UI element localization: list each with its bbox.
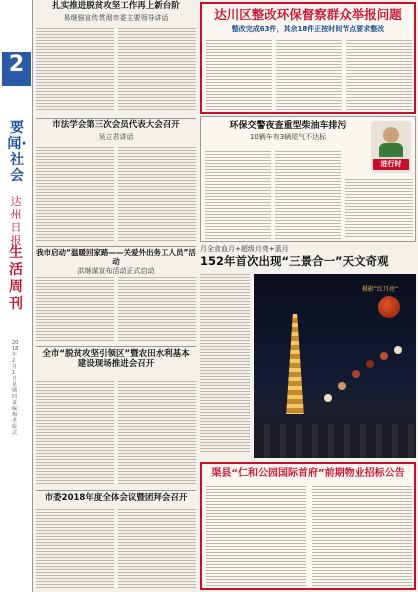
body-text: [118, 147, 196, 242]
tag-label: 进行时: [373, 159, 409, 170]
headline: 市法学会第三次会员代表大会召开: [52, 120, 180, 130]
body-text: [346, 40, 412, 112]
logo-text: 达州日报: [10, 195, 22, 247]
headline: 达川区整改环保督察群众举报问题: [214, 7, 402, 22]
article-5: [36, 490, 196, 590]
photo-caption: 摄影”红月亮“: [361, 286, 399, 293]
section-title: 要闻·社会: [7, 120, 27, 184]
moon-phase-6: [394, 346, 402, 354]
article-9: [200, 462, 416, 590]
body-text: [206, 40, 272, 112]
masthead-column: [0, 0, 33, 592]
weekly-title: 生活周刊: [9, 245, 23, 312]
article-8: [200, 244, 416, 460]
article-4: [36, 346, 196, 486]
headline: 扎实推进脱贫攻坚工作再上新台阶: [52, 1, 180, 11]
red-moon: [378, 296, 400, 318]
eclipse-photo: [254, 274, 416, 458]
subheadline: 吴立君讲话: [98, 132, 134, 141]
article-6: [200, 2, 416, 114]
body-text: [36, 277, 114, 343]
figure-body: [379, 143, 403, 157]
page-number: 2 版: [2, 52, 31, 86]
body-text: [118, 509, 196, 589]
headline: 全市“脱贫攻坚引领区”暨农田水利基本建设现场推进会召开: [42, 349, 190, 369]
headline: 渠县“仁和公园国际首府”前期物业招标公告: [211, 468, 405, 479]
headline: 市委2018年度全体会议暨团拜会召开: [44, 493, 188, 503]
body-text: [118, 28, 196, 110]
moon-phase-3: [352, 370, 360, 378]
subheadline: 10辆车有3辆尾气不达标: [249, 133, 327, 142]
article-7: [200, 116, 416, 242]
moon-phase-1: [324, 394, 332, 402]
kicker: 月全食血月+超级月亮+蓝月: [200, 245, 289, 253]
body-text: [200, 274, 250, 454]
body-text: [345, 179, 413, 239]
body-text: [275, 151, 341, 239]
body-text: [312, 486, 412, 586]
body-text: [118, 277, 196, 343]
figure-icon: [383, 127, 399, 143]
body-text: [118, 381, 196, 485]
column-badge: [371, 121, 411, 173]
moon-phase-5: [380, 352, 388, 360]
headline: 环保交警夜查重型柴油车排污: [229, 121, 347, 131]
headline: 152年首次出现“三景合一”天文奇观: [200, 254, 389, 269]
body-text: [276, 40, 342, 112]
body-text: [36, 381, 114, 485]
article-2: [36, 118, 196, 243]
body-text: [206, 486, 306, 586]
subheadline: 易继强宣传贯彻市委主要领导讲话: [63, 13, 169, 22]
moon-phase-4: [366, 360, 374, 368]
moon-phase-2: [338, 382, 346, 390]
body-text: [36, 147, 114, 242]
city-skyline: [254, 424, 416, 458]
body-text: [205, 151, 271, 239]
pagoda: [284, 314, 306, 414]
headline: 我市启动“温暖回家路——关爱外出务工人员”活动: [36, 248, 196, 266]
article-1: [36, 2, 196, 112]
subheadline: 整改完成63件，其余18件正按时间节点要求整改: [231, 25, 385, 34]
body-text: [36, 509, 114, 589]
subheadline: 洪继谋宣布活动正式启动: [77, 267, 155, 276]
article-3: [36, 246, 196, 344]
body-text: [36, 28, 114, 110]
side-info: 2018年2月1日 星期四 责编：梅 孝 版式: [12, 340, 23, 436]
